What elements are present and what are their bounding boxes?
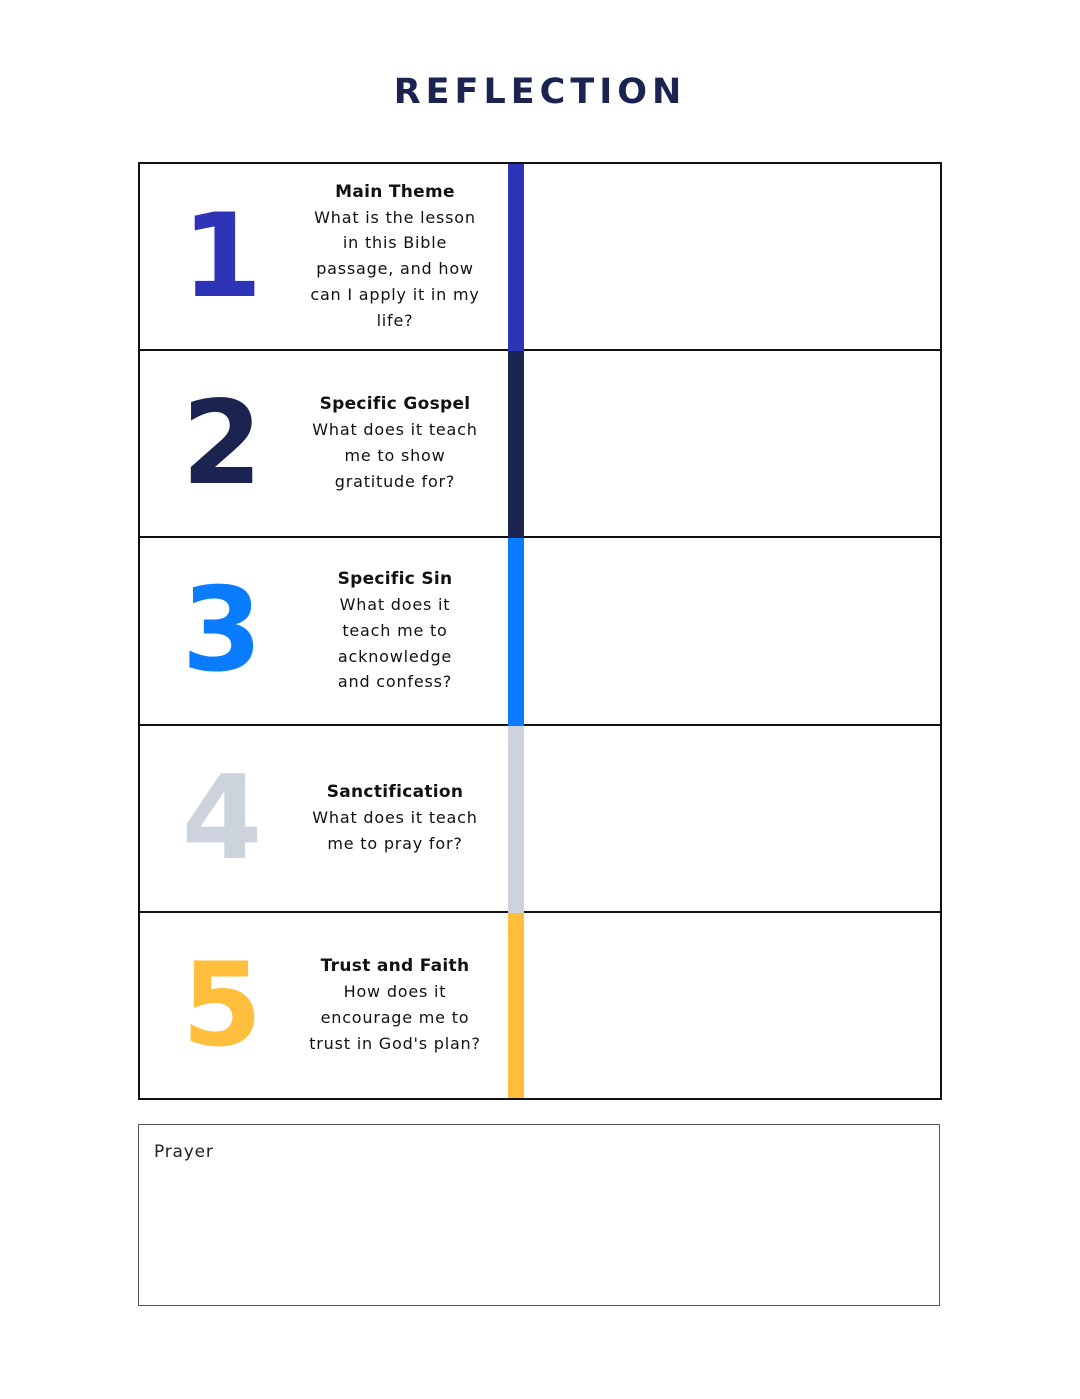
prompt-line: passage, and how: [316, 259, 474, 279]
prompt-line: and confess?: [337, 672, 453, 692]
prompt-label: Main Theme: [335, 181, 455, 202]
step-number-1: 1: [181, 188, 259, 324]
answer-area-specific-gospel[interactable]: [524, 351, 940, 536]
prompt-main-theme: [300, 164, 490, 349]
prompt-specific-sin: [300, 538, 490, 724]
color-bar: [508, 164, 524, 351]
color-bar: [508, 351, 524, 538]
step-number-5: 5: [181, 937, 259, 1073]
prompt-line: acknowledge: [337, 646, 453, 666]
page-title: REFLECTION: [393, 72, 687, 112]
prompt-trust-and-faith: [300, 913, 490, 1098]
prompt-sanctification: [300, 726, 490, 911]
prompt-line: life?: [376, 310, 414, 330]
color-bar: [508, 538, 524, 726]
table-row: [140, 164, 940, 351]
prompt-line: me to show: [344, 446, 446, 466]
table-row: [140, 726, 940, 913]
prompt-label: Specific Sin: [337, 568, 453, 589]
prompt-line: How does it: [343, 982, 447, 1002]
color-bar: [508, 913, 524, 1098]
prompt-line: What does it: [339, 594, 451, 614]
table-row: [140, 538, 940, 726]
prompt-line: What does it teach: [312, 420, 478, 440]
table-row: [140, 913, 940, 1098]
prayer-label: Prayer: [154, 1142, 214, 1162]
answer-area-main-theme[interactable]: [524, 164, 940, 349]
answer-area-sanctification[interactable]: [524, 726, 940, 911]
prompt-line: in this Bible: [342, 233, 448, 253]
prompt-line: What does it teach: [312, 808, 478, 828]
prompt-specific-gospel: [300, 351, 490, 536]
step-number-4: 4: [181, 750, 259, 886]
table-row: [140, 351, 940, 538]
reflection-table: [138, 162, 942, 1100]
color-bar: [508, 726, 524, 913]
prompt-label: Specific Gospel: [319, 394, 471, 415]
answer-area-trust-and-faith[interactable]: [524, 913, 940, 1098]
prompt-label: Sanctification: [326, 782, 464, 803]
prompt-line: can I apply it in my: [310, 284, 480, 304]
step-number-3: 3: [181, 563, 259, 698]
prompt-line: gratitude for?: [334, 471, 456, 491]
prompt-line: What is the lesson: [314, 207, 476, 227]
prompt-line: encourage me to: [320, 1008, 470, 1028]
answer-area-specific-sin[interactable]: [524, 538, 940, 724]
prayer-box[interactable]: [138, 1124, 940, 1306]
step-number-2: 2: [181, 375, 259, 511]
prompt-line: me to pray for?: [327, 834, 463, 853]
prompt-line: teach me to: [342, 620, 448, 640]
prompt-label: Trust and Faith: [320, 956, 470, 977]
prompt-line: trust in God's plan?: [309, 1033, 481, 1053]
